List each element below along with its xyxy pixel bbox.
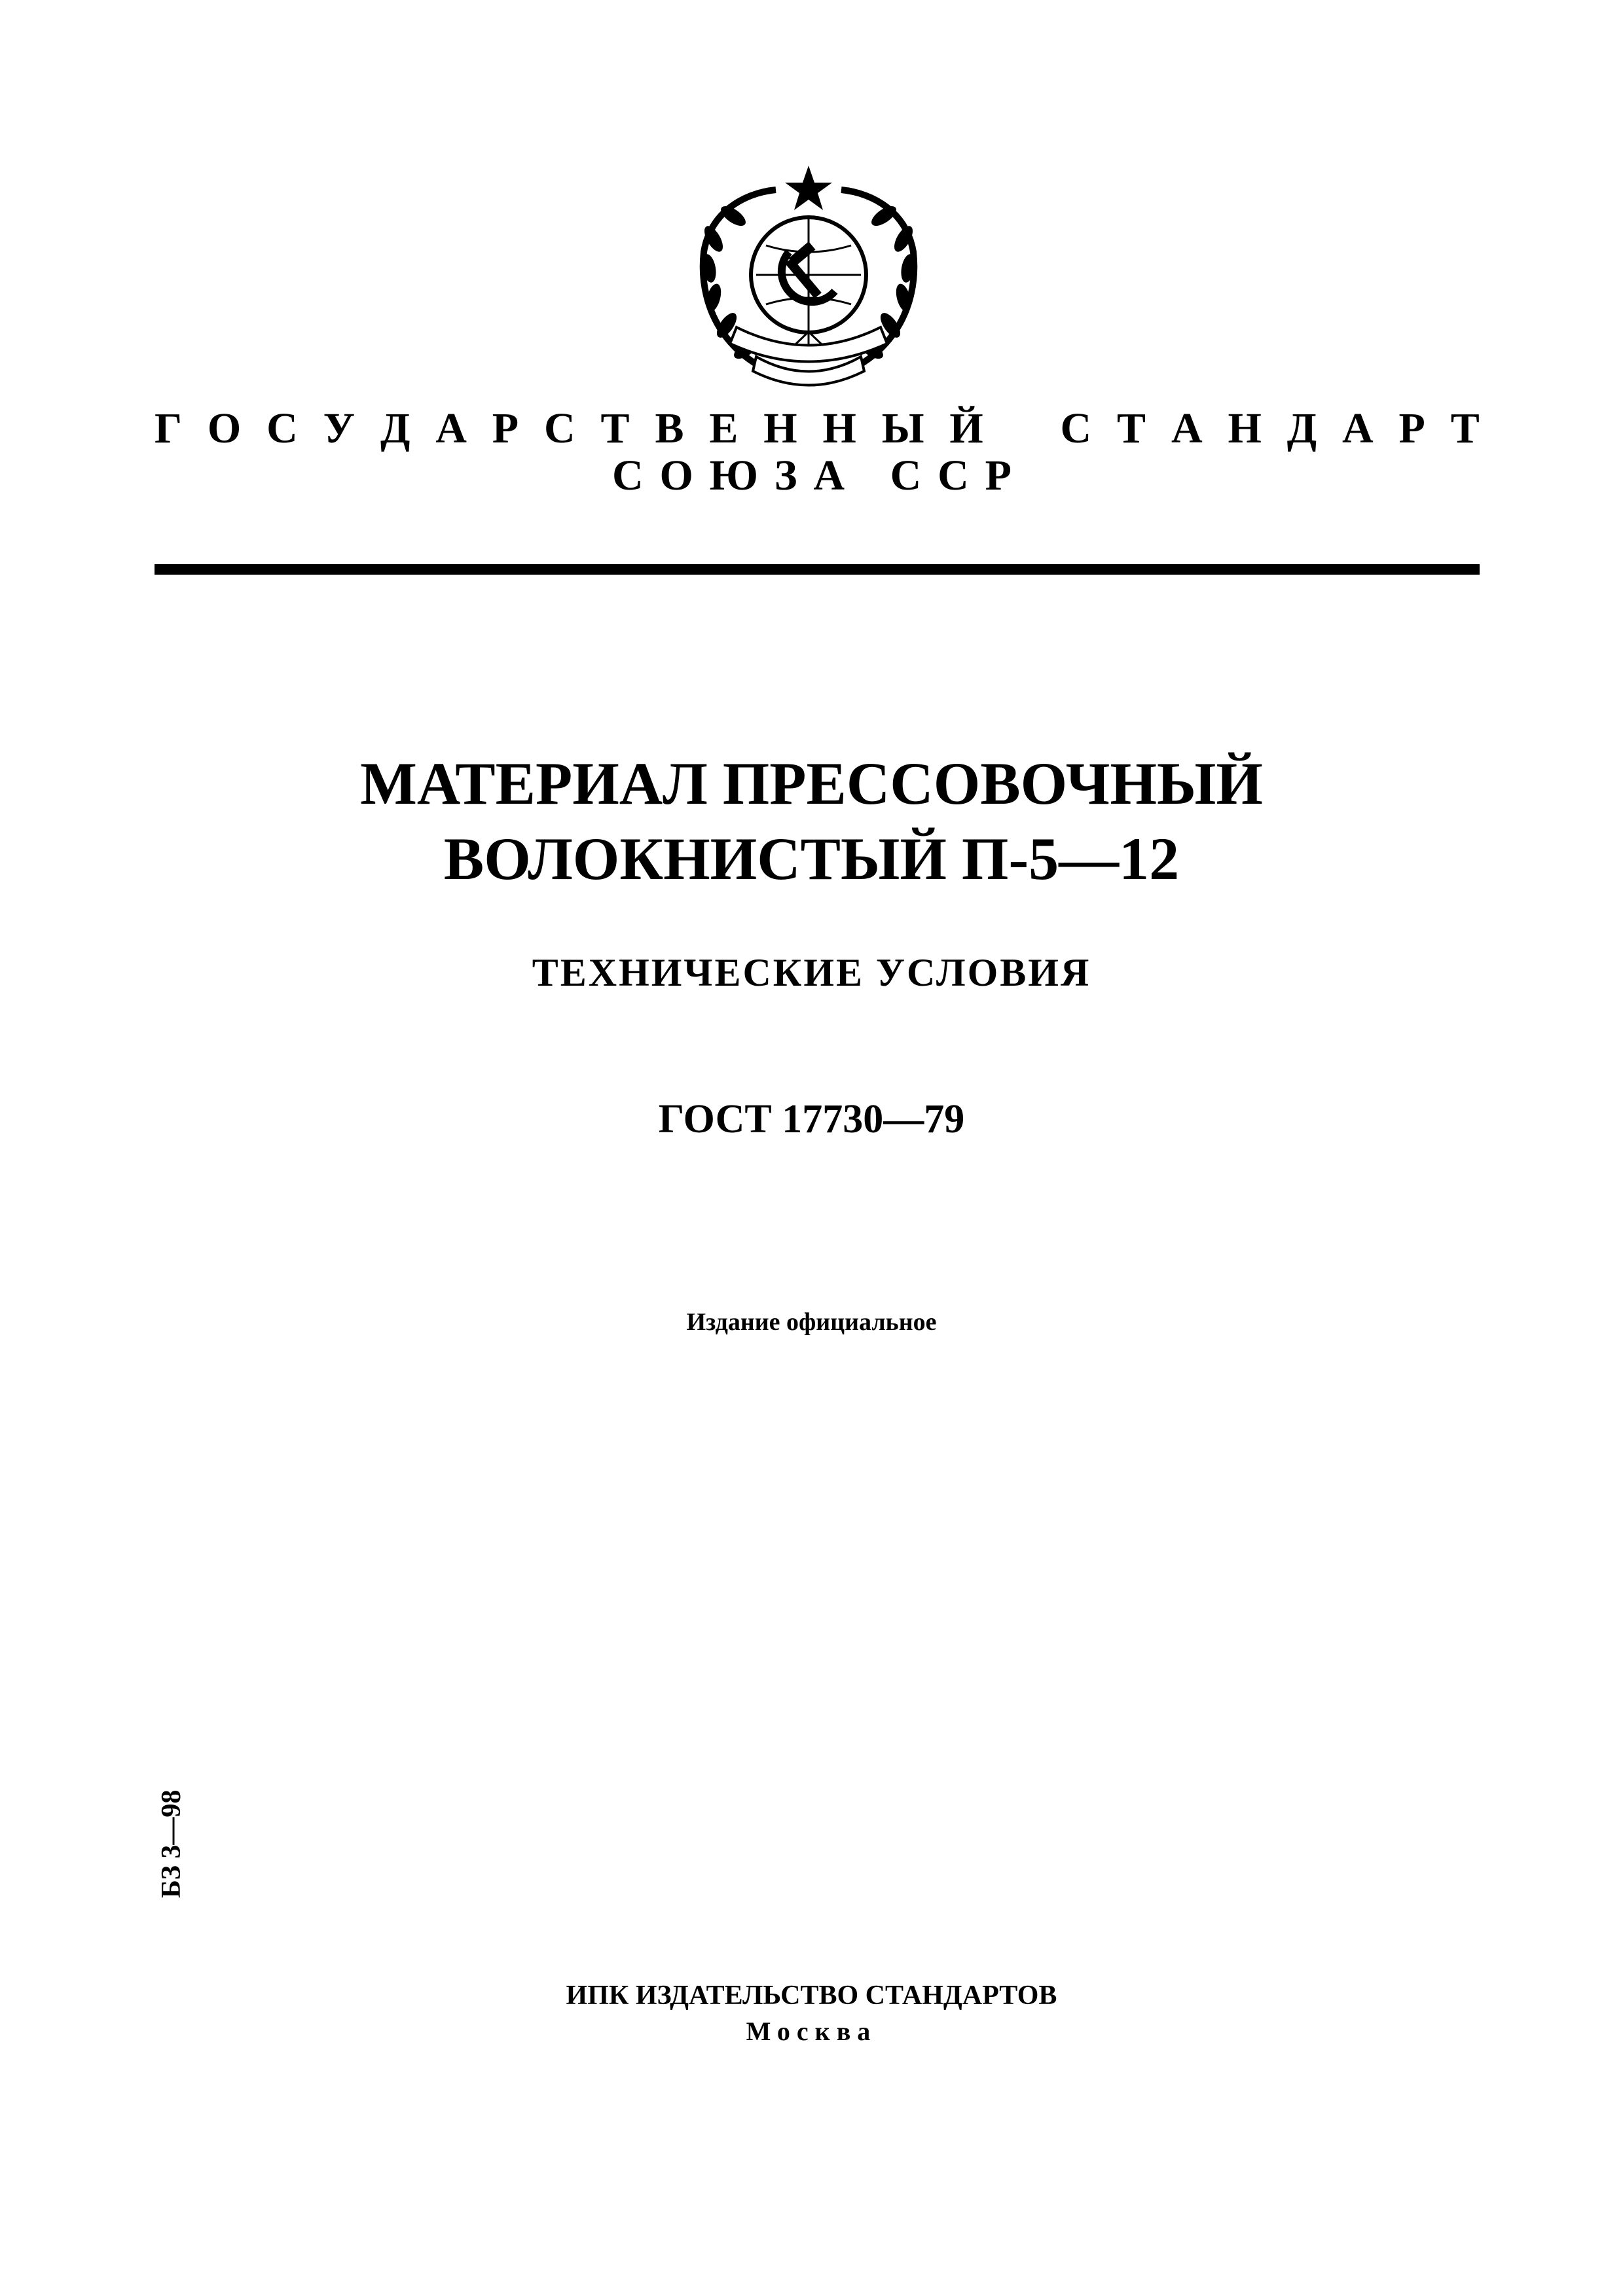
title-line-2: ВОЛОКНИСТЫЙ П-5—12 bbox=[443, 825, 1180, 892]
header-letter: С bbox=[1060, 404, 1092, 452]
header-letter: Н bbox=[763, 404, 797, 452]
word-gap bbox=[861, 454, 874, 497]
edition-note: Издание официальное bbox=[686, 1308, 937, 1336]
header-letter: Н bbox=[1228, 404, 1262, 452]
header-letter: С bbox=[890, 452, 922, 499]
header-line-state-standard bbox=[155, 404, 1480, 452]
header-letter: С bbox=[938, 452, 969, 499]
header-letter: С bbox=[544, 404, 575, 452]
standard-number: ГОСТ 17730—79 bbox=[658, 1097, 965, 1141]
coat-of-arms-icon bbox=[684, 160, 933, 403]
header-letter: Р bbox=[985, 452, 1012, 499]
header-letter: Г bbox=[155, 404, 182, 452]
header-divider bbox=[155, 564, 1480, 575]
header-letter: Т bbox=[1117, 404, 1146, 452]
header-letter: Ю bbox=[709, 452, 758, 499]
header-letter: О bbox=[659, 452, 693, 499]
header-letter: Д bbox=[380, 404, 410, 452]
document-title bbox=[0, 746, 1623, 897]
header-letter: А bbox=[1342, 404, 1374, 452]
word-gap bbox=[1009, 407, 1035, 450]
header-letter: Р bbox=[492, 404, 519, 452]
publisher-city: Москва bbox=[746, 2017, 877, 2046]
header-letter: А bbox=[813, 452, 845, 499]
ussr-coat-of-arms-emblem bbox=[684, 160, 933, 403]
header-letter: Н bbox=[822, 404, 856, 452]
header-letter: В bbox=[655, 404, 684, 452]
header-letter: Т bbox=[1450, 404, 1480, 452]
header-letter: С bbox=[266, 404, 298, 452]
header-letter: Ы bbox=[881, 404, 924, 452]
title-line-1: МАТЕРИАЛ ПРЕССОВОЧНЫЙ bbox=[360, 750, 1263, 817]
publisher-name: ИПК ИЗДАТЕЛЬСТВО СТАНДАРТОВ bbox=[566, 1981, 1057, 2011]
header-letter: Д bbox=[1286, 404, 1317, 452]
side-code: БЗ 3—98 bbox=[156, 1789, 187, 1898]
header-line-ussr bbox=[612, 454, 1012, 497]
header-letter: У bbox=[323, 404, 356, 452]
header-letter: А bbox=[1171, 404, 1203, 452]
header-letter: З bbox=[774, 452, 797, 499]
header-letter: А bbox=[435, 404, 467, 452]
header-letter: Й bbox=[949, 404, 983, 452]
document-subtitle: ТЕХНИЧЕСКИЕ УСЛОВИЯ bbox=[532, 951, 1091, 994]
header-letter: С bbox=[612, 452, 644, 499]
header-letter: О bbox=[207, 404, 242, 452]
header-letter: Т bbox=[600, 404, 630, 452]
header-letter: Р bbox=[1398, 404, 1425, 452]
header-letter: Е bbox=[709, 404, 739, 452]
